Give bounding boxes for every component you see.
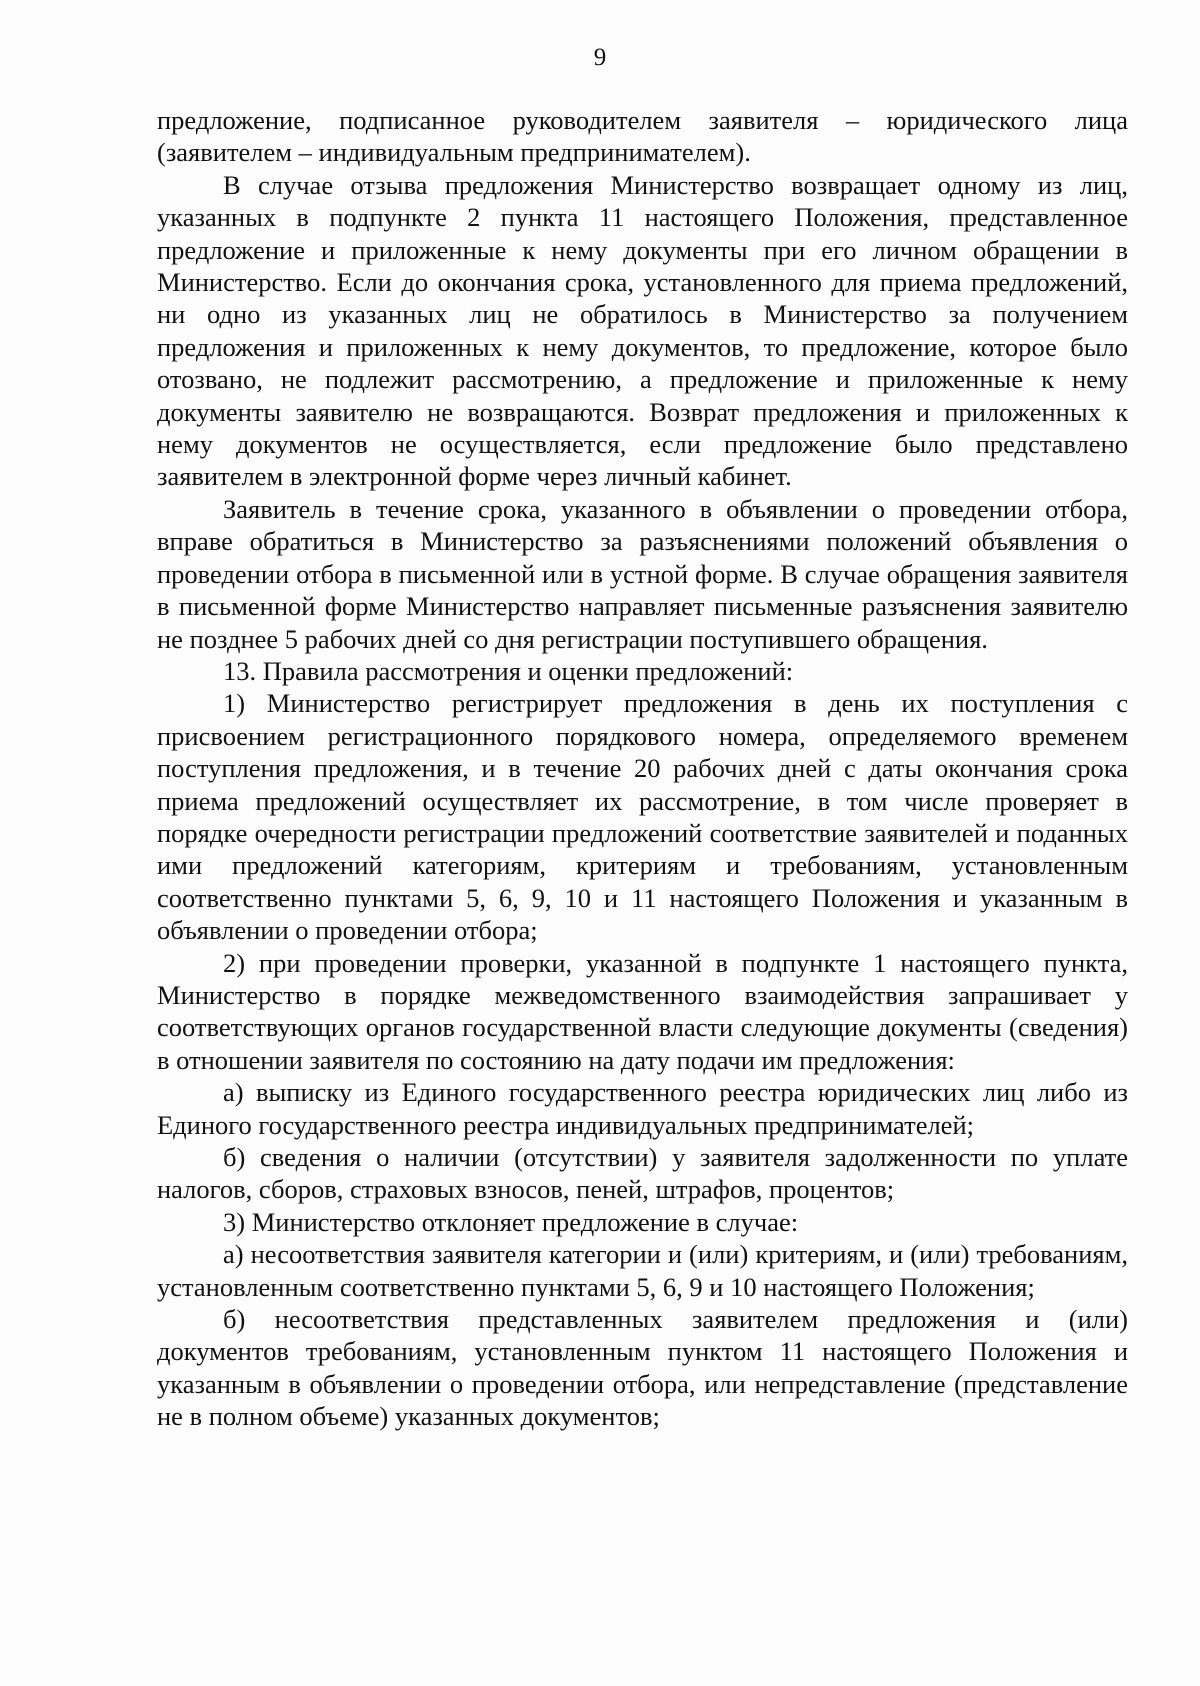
document-body xyxy=(157,104,1128,1433)
list-item-2a: а) выписку из Единого государственного реестра юридических лиц либо из Единого государственного реестра индивидуальных предпринимателей; xyxy=(157,1077,1128,1140)
paragraph-withdrawal: В случае отзыва предложения Министерство возвращает одному из лиц, указанных в подпункте 2 пункта 11 настоящего Положения, представленное предложение и приложенные к нему документы при его личном обращении в Министерство. Если до окончания срока, установленного для приема предложений, ни одно из указанных лиц не обратилось в Министерство за получением предложения и приложенных к нему документов, то предложение, которое было отозвано, не подлежит рассмотрению, а предложение и приложенные к нему документы заявителю не возвращаются. Возврат предложения и приложенных к нему документов не осуществляется, если предложение было представлено заявителем в электронной форме через личный кабинет. xyxy=(157,169,1128,492)
page-number: 9 xyxy=(593,44,607,71)
paragraph-continuation: предложение, подписанное руководителем заявителя – юридического лица (заявителем – индивидуальным предпринимателем). xyxy=(157,105,1128,168)
paragraph-clarifications: Заявитель в течение срока, указанного в объявлении о проведении отбора, вправе обратиться в Министерство за разъяснениями положений объявления о проведении отбора в письменной или в устной форме. В случае обращения заявителя в письменной форме Министерство направляет письменные разъяснения заявителю не позднее 5 рабочих дней со дня регистрации поступившего обращения. xyxy=(157,493,1128,654)
section-heading-13: 13. Правила рассмотрения и оценки предложений: xyxy=(223,655,794,686)
list-item-1: 1) Министерство регистрирует предложения в день их поступления с присвоением регистрационного порядкового номера, определяемого временем поступления предложения, и в течение 20 рабочих дней с даты окончания срока приема предложений осуществляет их рассмотрение, в том числе проверяет в порядке очередности регистрации предложений соответствие заявителей и поданных ими предложений категориям, критериям и требованиям, установленным соответственно пунктами 5, 6, 9, 10 и 11 настоящего Положения и указанным в объявлении о проведении отбора; xyxy=(157,688,1128,946)
list-item-3a: а) несоответствия заявителя категории и (или) критериям, и (или) требованиям, установленным соответственно пунктами 5, 6, 9 и 10 настоящего Положения; xyxy=(157,1239,1128,1302)
list-item-3b: б) несоответствия представленных заявителем предложения и (или) документов требованиям, установленным пунктом 11 настоящего Положения и указанным в объявлении о проведении отбора, или непредставление (представление не в полном объеме) указанных документов; xyxy=(157,1304,1128,1432)
list-item-2b: б) сведения о наличии (отсутствии) у заявителя задолженности по уплате налогов, сборов, страховых взносов, пеней, штрафов, процентов; xyxy=(157,1142,1128,1205)
list-item-2: 2) при проведении проверки, указанной в подпункте 1 настоящего пункта, Министерство в порядке межведомственного взаимодействия запрашивает у соответствующих органов государственной власти следующие документы (сведения) в отношении заявителя по состоянию на дату подачи им предложения: xyxy=(157,947,1128,1075)
list-item-3: 3) Министерство отклоняет предложение в случае: xyxy=(223,1206,799,1237)
